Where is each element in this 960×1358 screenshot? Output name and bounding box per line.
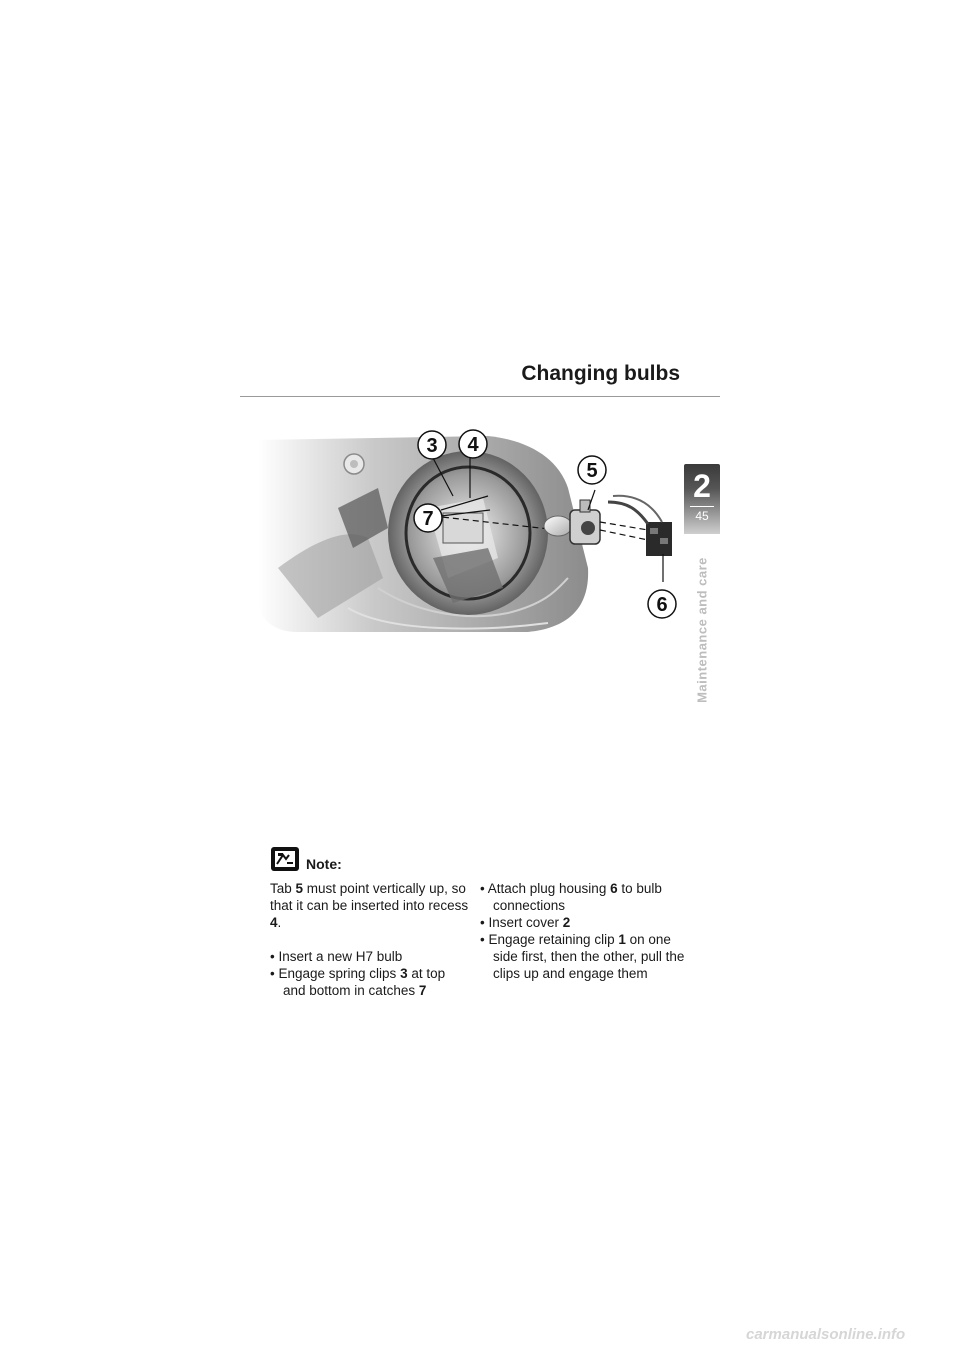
callout-4: 4 — [467, 434, 479, 456]
note-icon — [270, 846, 300, 872]
page-title: Changing bulbs — [521, 362, 680, 385]
instructions-left — [270, 880, 470, 999]
callout-7: 7 — [422, 508, 434, 530]
section-title: Maintenance and care — [694, 557, 710, 703]
step-spring-clips: • Engage spring clips 3 at top and bottom in catches 7 — [270, 965, 470, 999]
callout-6: 6 — [656, 594, 668, 616]
step-insert-cover: • Insert cover 2 — [480, 914, 690, 931]
step-retaining-clip: • Engage retaining clip 1 on one side first, then the other, pull the clips up and engage them — [480, 931, 690, 982]
title-rule — [240, 396, 720, 397]
instructions-right — [480, 880, 690, 982]
watermark: carmanualsonline.info — [746, 1326, 906, 1343]
note-header — [270, 846, 342, 872]
step-insert-bulb: • Insert a new H7 bulb — [270, 948, 470, 965]
headlight-figure — [258, 418, 698, 638]
plug-housing — [646, 522, 672, 556]
page-number: 45 — [695, 509, 709, 523]
callout-3: 3 — [426, 435, 438, 457]
note-label: Note: — [306, 856, 342, 872]
h7-bulb — [544, 516, 572, 536]
chapter-number: 2 — [693, 468, 711, 504]
step-plug-housing: • Attach plug housing 6 to bulb connections — [480, 880, 690, 914]
note-text: Tab 5 must point vertically up, so that it can be inserted into recess 4. — [270, 881, 469, 930]
callout-5: 5 — [586, 460, 598, 482]
